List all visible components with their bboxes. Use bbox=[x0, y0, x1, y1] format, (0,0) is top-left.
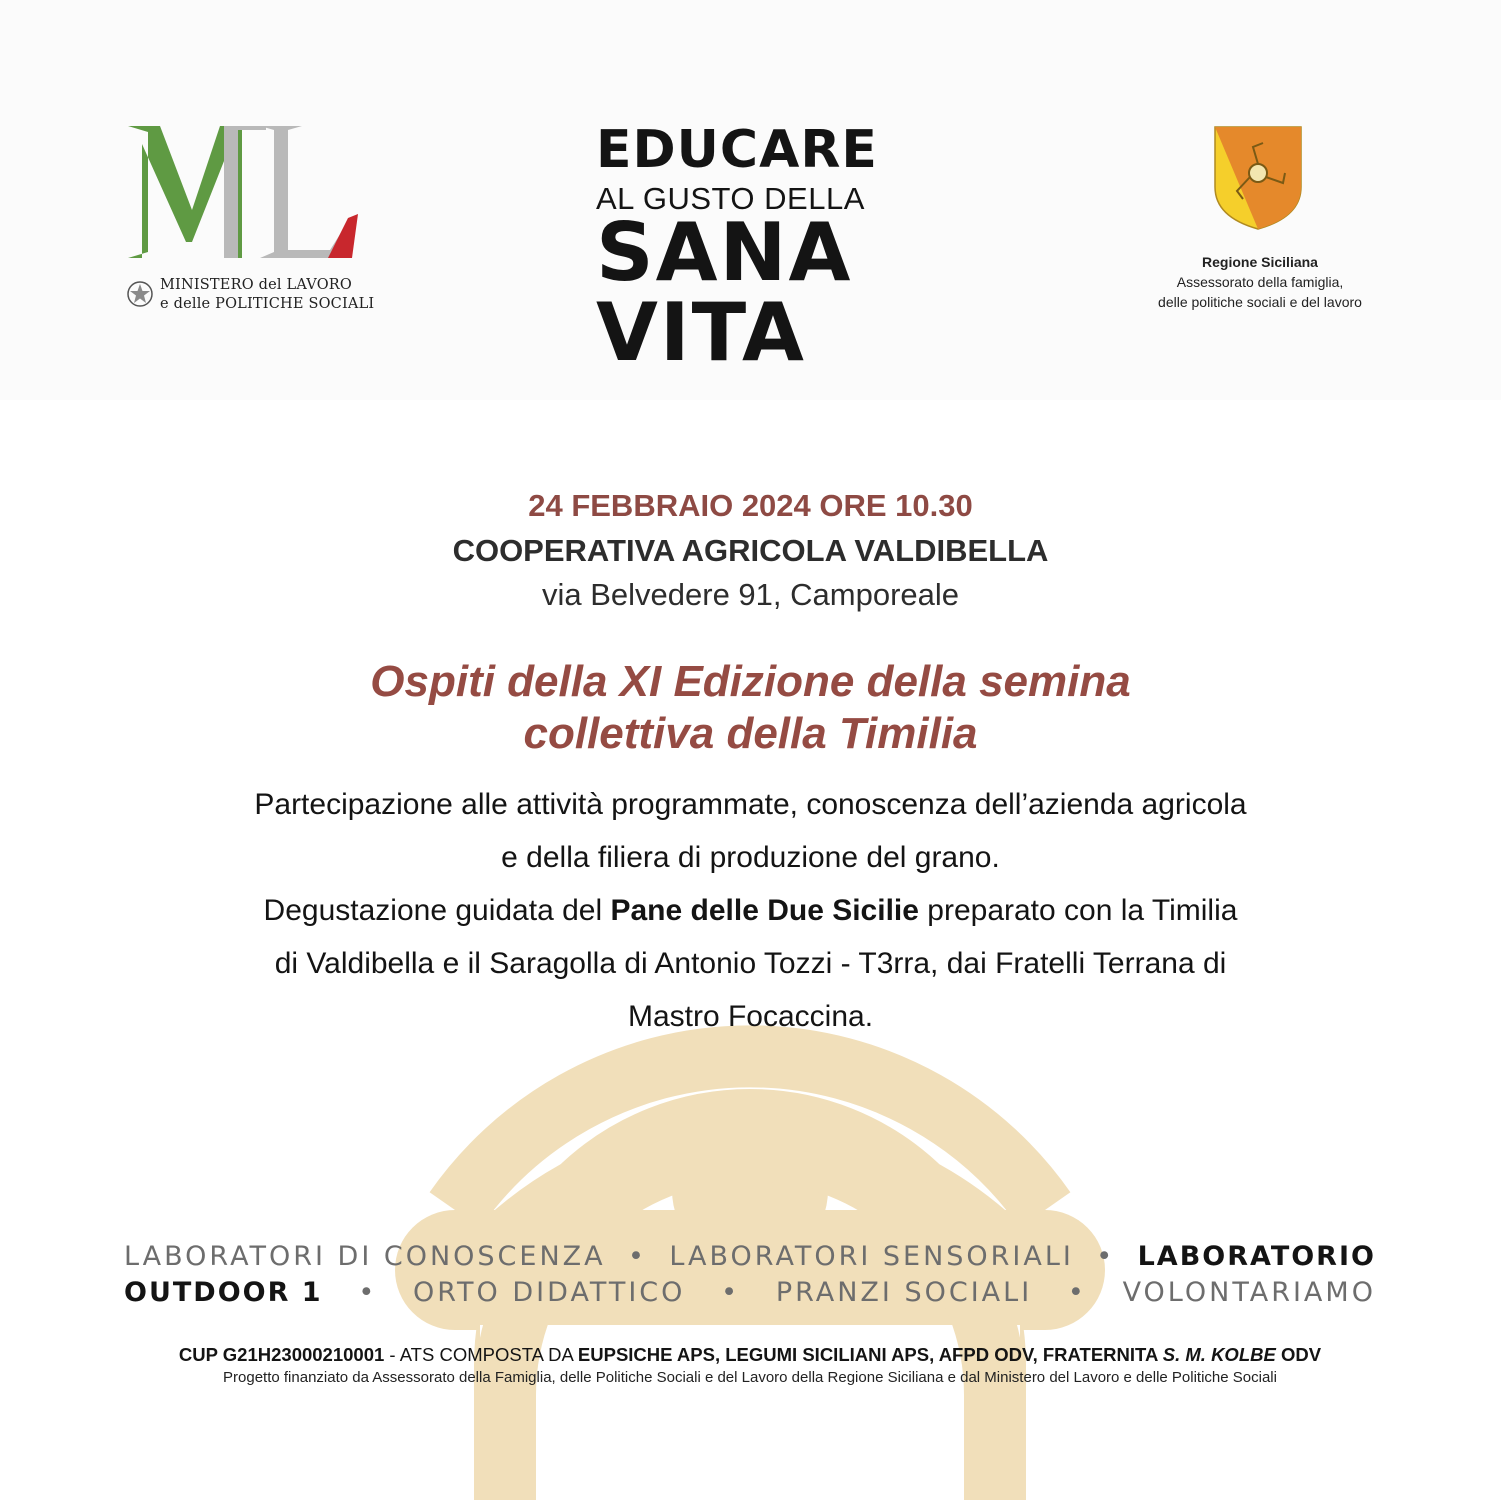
lab-item-5: PRANZI SOCIALI bbox=[775, 1277, 1033, 1308]
desc-line3-bold: Pane delle Due Sicilie bbox=[610, 894, 919, 927]
desc-line1: Partecipazione alle attività programmate, conoscenza dell’azienda agricola bbox=[254, 788, 1247, 821]
desc-line2: e della filiera di produzione del grano. bbox=[501, 841, 1000, 874]
lab-separator: • bbox=[1067, 1277, 1087, 1308]
lab-item-2: LABORATORI SENSORIALI bbox=[669, 1241, 1074, 1272]
lab-separator: • bbox=[1096, 1241, 1116, 1272]
region-line1: Assessorato della famiglia, bbox=[1176, 274, 1344, 290]
event-datetime: 24 FEBBRAIO 2024 ORE 10.30 bbox=[528, 488, 973, 523]
guest-line1: Ospiti della XI Edizione della semina bbox=[370, 657, 1131, 706]
partners-b: S. M. KOLBE bbox=[1162, 1344, 1276, 1365]
region-line2: delle politiche sociali e del lavoro bbox=[1158, 294, 1362, 310]
region-name: Regione Siciliana bbox=[1202, 254, 1318, 270]
desc-line3-c: preparato con la Timilia bbox=[918, 894, 1238, 927]
guest-line2: collettiva della Timilia bbox=[523, 709, 978, 758]
sicily-shield-icon bbox=[1213, 125, 1303, 231]
lab-item-3b: OUTDOOR 1 bbox=[124, 1277, 323, 1308]
ministry-line2: e delle POLITICHE SOCIALI bbox=[160, 296, 375, 312]
title-line3: SANA bbox=[596, 206, 853, 299]
event-venue: COOPERATIVA AGRICOLA VALDIBELLA bbox=[452, 533, 1049, 568]
labs-row-2 bbox=[124, 1277, 1376, 1308]
partners-c: ODV bbox=[1275, 1344, 1322, 1365]
lab-separator: • bbox=[358, 1277, 378, 1308]
ats-text: - ATS COMPOSTA DA bbox=[384, 1344, 578, 1365]
partners-a: EUPSICHE APS, LEGUMI SICILIANI APS, AFPD ODV, FRATERNITA bbox=[577, 1344, 1163, 1365]
desc-line3 bbox=[0, 884, 1501, 937]
event-description bbox=[0, 778, 1501, 1043]
main-title bbox=[596, 120, 908, 379]
lab-item-3: LABORATORIO bbox=[1137, 1241, 1376, 1272]
title-line2: AL GUSTO DELLA bbox=[596, 181, 865, 216]
desc-line4: di Valdibella e il Saragolla di Antonio Tozzi - T3rra, dai Fratelli Terrana di bbox=[274, 947, 1227, 980]
desc-line3-a: Degustazione guidata del bbox=[263, 894, 611, 927]
region-caption bbox=[1120, 252, 1400, 312]
republic-emblem-icon bbox=[126, 280, 154, 308]
footer-funded-line: Progetto finanziato da Assessorato della Famiglia, delle Politiche Sociali e del Lavoro della Regione Siciliana e dal Ministero del Lavoro e delle Politiche Sociali bbox=[223, 1369, 1277, 1386]
ministry-caption bbox=[160, 276, 374, 314]
event-guest-heading bbox=[0, 656, 1501, 760]
footer-cup-line bbox=[124, 1344, 1376, 1366]
event-address: via Belvedere 91, Camporeale bbox=[541, 577, 960, 612]
lab-separator: • bbox=[721, 1277, 741, 1308]
lab-item-1: LABORATORI DI CONOSCENZA bbox=[124, 1241, 606, 1272]
desc-line5: Mastro Focaccina. bbox=[627, 1000, 874, 1033]
cup-code: CUP G21H23000210001 bbox=[178, 1344, 385, 1365]
lab-item-6: VOLONTARIAMO bbox=[1122, 1277, 1376, 1308]
title-line1: EDUCARE bbox=[596, 120, 878, 180]
title-line4: VITA bbox=[596, 286, 806, 379]
lab-separator: • bbox=[628, 1241, 647, 1272]
lab-item-4: ORTO DIDATTICO bbox=[413, 1277, 686, 1308]
ministry-line1: MINISTERO del LAVORO bbox=[160, 277, 352, 293]
labs-row-1 bbox=[124, 1241, 1376, 1272]
